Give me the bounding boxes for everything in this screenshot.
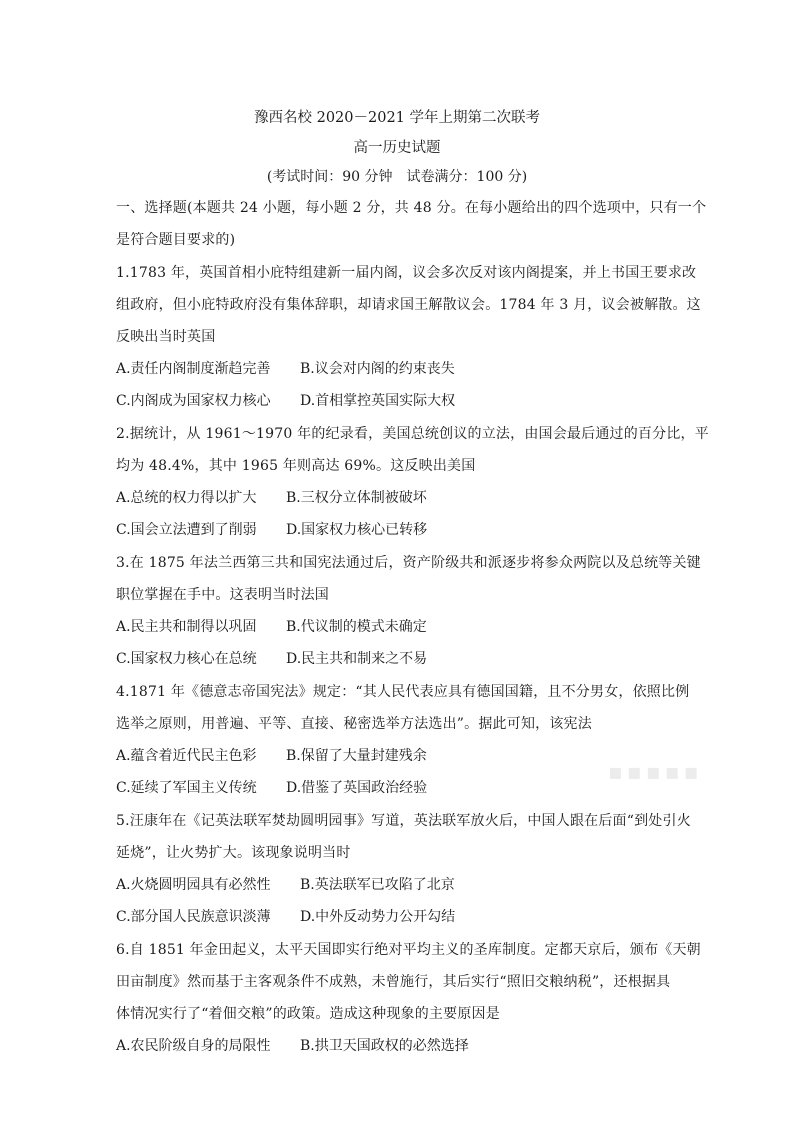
option-b: B.三权分立体制被破坏 bbox=[286, 490, 427, 506]
option-d: D.首相掌控英国实际大权 bbox=[300, 393, 456, 409]
question-text-line: 5.汪康年在《记英法联军焚劫圆明园事》写道，英法联军放火后，中国人跟在后面“到处引火 bbox=[116, 813, 691, 829]
question-text-line: 田亩制度》然而基于主客观条件不成熟，未曾施行，其后实行“照旧交粮纳税”，还根据具 bbox=[116, 974, 671, 990]
option-a: A.蕴含着近代民主色彩 bbox=[116, 748, 257, 764]
question-text-line: 组政府，但小庇特政府没有集体辞职，却请求国王解散议会。1784 年 3 月，议会被解散。这 bbox=[116, 297, 701, 313]
option-d: D.借鉴了英国政治经验 bbox=[286, 780, 428, 796]
option-c: C.国家权力核心在总统 bbox=[116, 651, 257, 667]
question-text-line: 职位掌握在手中。这表明当时法国 bbox=[116, 587, 329, 603]
exam-info: (考试时间：90 分钟 试卷满分：100 分) bbox=[266, 169, 528, 185]
question-text-line: 均为 48.4%，其中 1965 年则高达 69%。这反映出美国 bbox=[116, 458, 476, 474]
option-c: C.内阁成为国家权力核心 bbox=[116, 393, 271, 409]
option-a: A.总统的权力得以扩大 bbox=[116, 490, 257, 506]
option-a: A.民主共和制得以巩固 bbox=[116, 619, 257, 635]
option-c: C.延续了军国主义传统 bbox=[116, 780, 257, 796]
watermark: ▪▪▪▪▪ bbox=[608, 760, 703, 785]
section-heading-line-2: 是符合题目要求的) bbox=[116, 232, 236, 248]
question-text-line: 1.1783 年，英国首相小庇特组建新一届内阁，议会多次反对该内阁提案，并上书国王要求改 bbox=[116, 265, 697, 281]
question-text-line: 2.据统计，从 1961～1970 年的纪录看，美国总统创议的立法，由国会最后通过的百分比，平 bbox=[116, 426, 709, 442]
question-text-line: 延烧”，让火势扩大。该现象说明当时 bbox=[116, 845, 351, 861]
option-b: B.议会对内阁的约束丧失 bbox=[300, 361, 455, 377]
option-a: A.火烧圆明园具有必然性 bbox=[116, 877, 271, 893]
question-text-line: 体情况实行了“着佃交粮”的政策。造成这种现象的主要原因是 bbox=[116, 1006, 500, 1022]
section-heading-line-1: 一、选择题(本题共 24 小题，每小题 2 分，共 48 分。在每小题给出的四个选项中，只有一个 bbox=[116, 200, 707, 216]
question-text-line: 3.在 1875 年法兰西第三共和国宪法通过后，资产阶级共和派逐步将参众两院以及总统等关键 bbox=[116, 555, 701, 571]
option-d: D.国家权力核心已转移 bbox=[286, 522, 428, 538]
exam-title: 豫西名校 2020－2021 学年上期第二次联考 bbox=[253, 110, 541, 126]
option-d: D.中外反动势力公开勾结 bbox=[300, 909, 456, 925]
option-b: B.英法联军已攻陷了北京 bbox=[300, 877, 455, 893]
option-b: B.代议制的模式未确定 bbox=[286, 619, 427, 635]
option-b: B.拱卫天国政权的必然选择 bbox=[300, 1038, 469, 1054]
exam-subtitle: 高一历史试题 bbox=[353, 140, 441, 156]
question-text-line: 反映出当时英国 bbox=[116, 329, 216, 345]
option-c: C.部分国人民族意识淡薄 bbox=[116, 909, 271, 925]
option-a: A.责任内阁制度渐趋完善 bbox=[116, 361, 271, 377]
option-a: A.农民阶级自身的局限性 bbox=[116, 1038, 271, 1054]
question-text-line: 选举之原则，用普遍、平等、直接、秘密选举方法选出”。据此可知，该宪法 bbox=[116, 716, 592, 732]
option-c: C.国会立法遭到了削弱 bbox=[116, 522, 257, 538]
option-d: D.民主共和制来之不易 bbox=[286, 651, 428, 667]
option-b: B.保留了大量封建残余 bbox=[286, 748, 427, 764]
question-text-line: 6.自 1851 年金田起义，太平天国即实行绝对平均主义的圣库制度。定都天京后，颁布《天朝 bbox=[116, 942, 701, 958]
question-text-line: 4.1871 年《德意志帝国宪法》规定：“其人民代表应具有德国国籍，且不分男女，依照比例 bbox=[116, 684, 690, 700]
